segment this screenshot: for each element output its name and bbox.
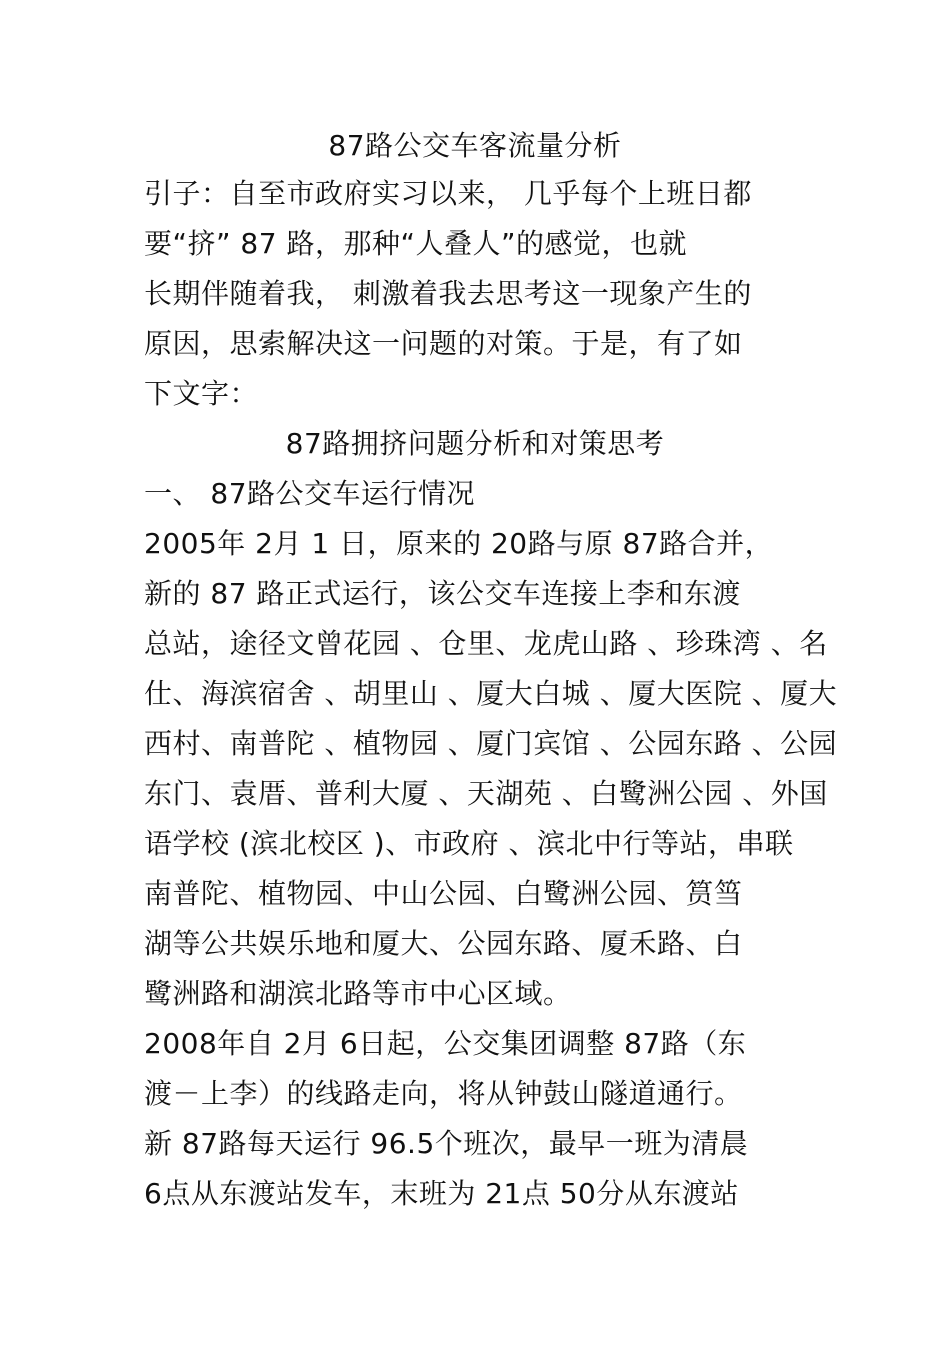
section-line-2: 新的 87 路正式运行，该公交车连接上李和东渡: [144, 577, 741, 610]
intro-line-1: 引子：自至市政府实习以来， 几乎每个上班日都: [144, 177, 752, 210]
section-line-6: 东门、袁厝、普利大厦 、天湖苑 、白鹭洲公园 、外国: [144, 777, 828, 810]
intro-line-3: 长期伴随着我， 刺激着我去思考这一现象产生的: [144, 277, 752, 310]
section-line-11: 2008年自 2月 6日起，公交集团调整 87路（东: [144, 1027, 747, 1060]
section-line-12: 渡－上李）的线路走向，将从钟鼓山隧道通行。: [144, 1077, 743, 1110]
section-heading: 一、 87路公交车运行情况: [144, 477, 476, 510]
section-line-5: 西村、南普陀 、植物园 、厦门宾馆 、公园东路 、公园: [144, 727, 838, 760]
section-line-10: 鹭洲路和湖滨北路等市中心区域。: [144, 977, 572, 1010]
section-line-3: 总站，途径文曾花园 、仓里、龙虎山路 、珍珠湾 、名: [144, 627, 828, 660]
intro-line-2: 要“挤” 87 路，那种“人叠人”的感觉，也就: [144, 227, 687, 260]
section-line-4: 仕、海滨宿舍 、胡里山 、厦大白城 、厦大医院 、厦大: [144, 677, 838, 710]
document-subtitle: 87路拥挤问题分析和对策思考: [285, 427, 665, 460]
section-line-8: 南普陀、植物园、中山公园、白鹭洲公园、筼筜: [144, 877, 743, 910]
section-line-1: 2005年 2月 1 日，原来的 20路与原 87路合并，: [144, 527, 774, 560]
intro-line-4: 原因，思索解决这一问题的对策。于是，有了如: [144, 327, 743, 360]
document-title: 87路公交车客流量分析: [328, 129, 622, 162]
section-line-7: 语学校 (滨北校区 )、市政府 、滨北中行等站，串联: [144, 827, 794, 860]
section-line-14: 6点从东渡站发车，末班为 21点 50分从东渡站: [144, 1177, 739, 1210]
intro-line-5: 下文字：: [144, 377, 259, 410]
section-line-13: 新 87路每天运行 96.5个班次，最早一班为清晨: [144, 1127, 749, 1160]
section-line-9: 湖等公共娱乐地和厦大、公园东路、厦禾路、白: [144, 927, 743, 960]
